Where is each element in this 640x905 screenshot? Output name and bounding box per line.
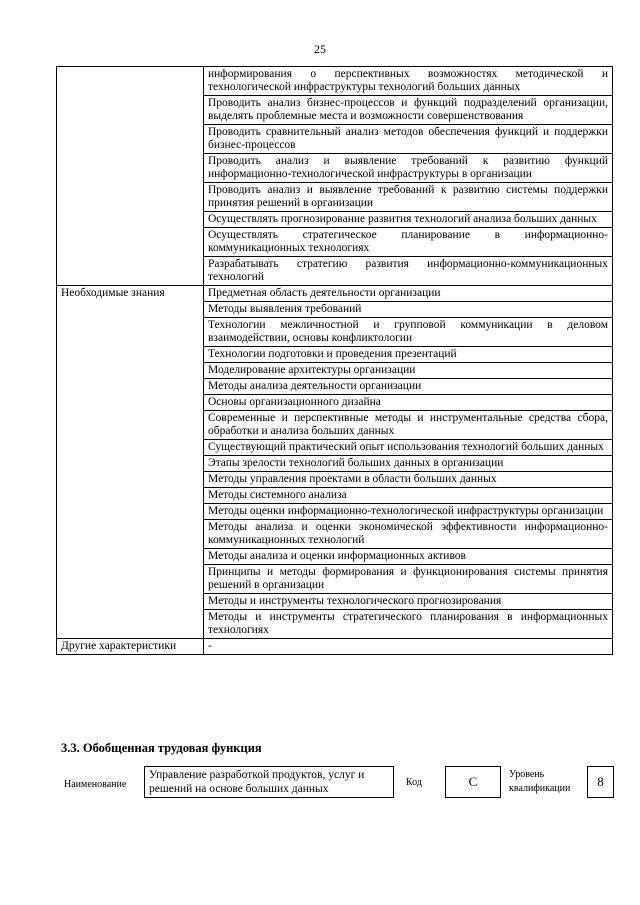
row-content: Проводить анализ и выявление требований к развитию функций информационно-технологической инфраструктуры в организации bbox=[204, 154, 613, 183]
row-content: Разрабатывать стратегию развития информационно-коммуникационных технологий bbox=[204, 257, 613, 286]
row-content: Методы анализа деятельности организации bbox=[204, 379, 613, 395]
row-label: Другие характеристики bbox=[57, 639, 204, 655]
qualification-level-box: 8 bbox=[587, 766, 614, 798]
row-content: Технологии подготовки и проведения презентаций bbox=[204, 347, 613, 363]
function-name-box: Управление разработкой продуктов, услуг и решений на основе больших данных bbox=[144, 766, 394, 798]
row-content: Методы управления проектами в области больших данных bbox=[204, 472, 613, 488]
qualification-level-label: Уровень квалификации bbox=[509, 769, 571, 794]
row-content: Этапы зрелости технологий больших данных в организации bbox=[204, 456, 613, 472]
row-content: Осуществлять прогнозирование развития технологий анализа больших данных bbox=[204, 212, 613, 228]
knowledge-row bbox=[57, 286, 613, 302]
name-label: Наименование bbox=[64, 779, 127, 790]
skill-row bbox=[57, 67, 613, 96]
other-characteristics-row bbox=[57, 639, 613, 655]
row-content: информирования о перспективных возможностях методической и технологической инфраструктуры технологий больших данных bbox=[204, 67, 613, 96]
generalized-function-row bbox=[56, 763, 616, 803]
row-content: Современные и перспективные методы и инструментальные средства сбора, обработки и анализа больших данных bbox=[204, 411, 613, 440]
row-content: Методы анализа и оценки информационных активов bbox=[204, 549, 613, 565]
row-content: Технологии межличностной и групповой коммуникации в деловом взаимодействии, основы конфликтологии bbox=[204, 318, 613, 347]
section-title: 3.3. Обобщенная трудовая функция bbox=[61, 741, 262, 755]
row-content: Методы анализа и оценки экономической эффективности информационно-коммуникационных технологий bbox=[204, 520, 613, 549]
row-content: Осуществлять стратегическое планирование в информационно-коммуникационных технологиях bbox=[204, 228, 613, 257]
code-box: C bbox=[445, 766, 501, 798]
row-content: Существующий практический опыт использования технологий больших данных bbox=[204, 440, 613, 456]
row-content: Принципы и методы формирования и функционирования системы принятия решений в организации bbox=[204, 565, 613, 594]
row-content: Проводить анализ и выявление требований к развитию системы поддержки принятия решений в организации bbox=[204, 183, 613, 212]
row-content: Методы системного анализа bbox=[204, 488, 613, 504]
row-content: Проводить анализ бизнес-процессов и функций подразделений организации, выделять проблемные места и возможности совершенствования bbox=[204, 96, 613, 125]
row-content: - bbox=[204, 639, 613, 655]
row-content: Основы организационного дизайна bbox=[204, 395, 613, 411]
skills-table bbox=[56, 66, 613, 655]
row-content: Методы и инструменты стратегического планирования в информационных технологиях bbox=[204, 610, 613, 639]
row-content: Моделирование архитектуры организации bbox=[204, 363, 613, 379]
row-label: Необходимые знания bbox=[57, 286, 204, 639]
row-content: Методы и инструменты технологического прогнозирования bbox=[204, 594, 613, 610]
row-content: Методы выявления требований bbox=[204, 302, 613, 318]
row-label bbox=[57, 67, 204, 286]
row-content: Методы оценки информационно-технологической инфраструктуры организации bbox=[204, 504, 613, 520]
page-number: 25 bbox=[314, 42, 326, 56]
row-content: Предметная область деятельности организации bbox=[204, 286, 613, 302]
row-content: Проводить сравнительный анализ методов обеспечения функций и поддержки бизнес-процессов bbox=[204, 125, 613, 154]
code-label: Код bbox=[406, 777, 422, 788]
